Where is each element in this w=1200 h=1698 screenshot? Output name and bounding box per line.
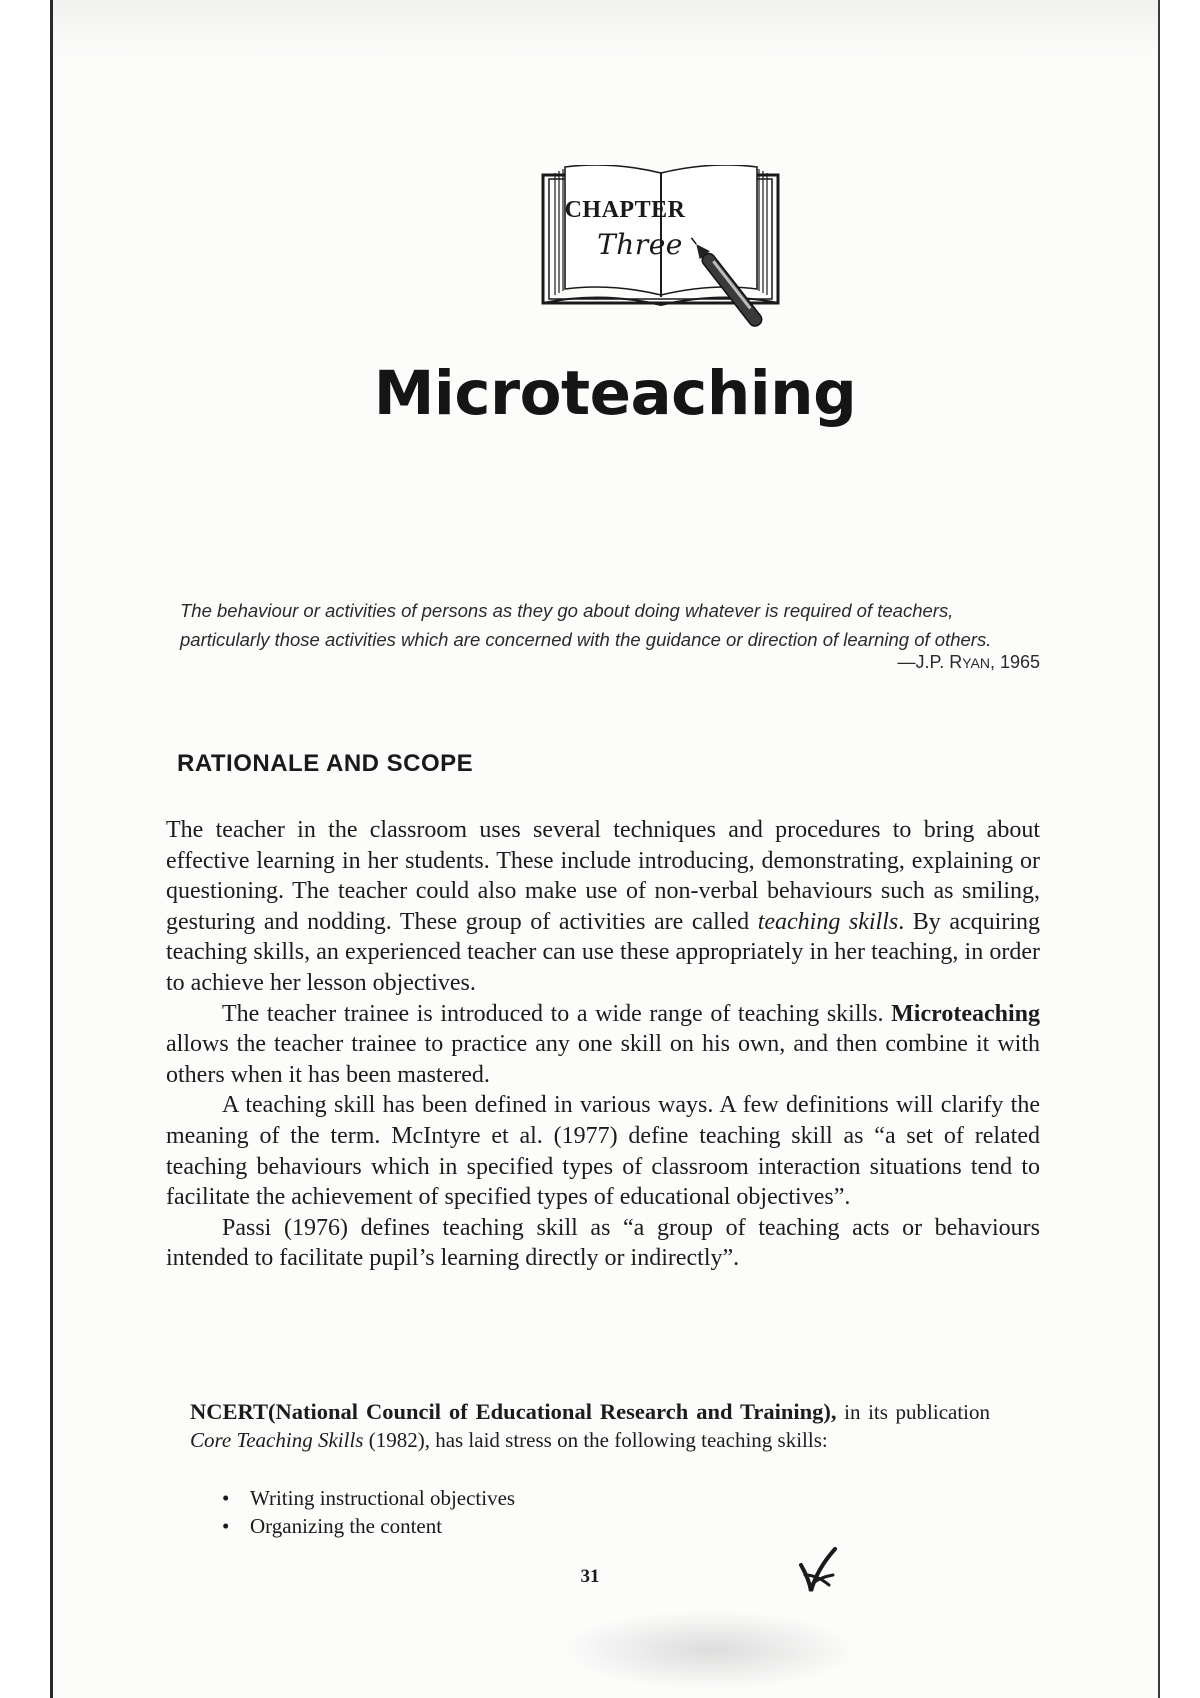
chapter-label: CHAPTER xyxy=(564,197,686,223)
p2-text-a: The teacher trainee is introduced to a wide range of teaching skills. xyxy=(222,1000,892,1027)
bullet-icon: • xyxy=(222,1486,230,1510)
p1-emphasis: teaching skills xyxy=(757,908,899,935)
list-item-text: Writing instructional objectives xyxy=(250,1486,516,1510)
ncert-paragraph xyxy=(190,1398,990,1454)
scan-noise xyxy=(560,1610,860,1690)
attribution-dash: — xyxy=(897,652,916,672)
body-paragraph-3: A teaching skill has been defined in various ways. A few definitions will clarify the meaning of the term. McIntyre et al. (1977) define teaching skill as “a set of related teaching behaviours which in specified types of classroom interaction situations tend to facilitate the achievement of specified types of educational objectives”. xyxy=(166,1092,1040,1211)
p2-strong: Microteaching xyxy=(891,1000,1040,1027)
p1-text-a: The teacher in the classroom uses several techniques and procedures to bring about effective learning in her students. These include introducing, demonstrating, explaining or questioning. The teacher could also make use of non-verbal behaviours such as smiling, gesturing and nodding. These group of activities are called xyxy=(166,817,1040,935)
ncert-text-a: in its publication xyxy=(836,1400,990,1424)
attribution-smallcaps: YAN xyxy=(962,655,990,671)
page-number: 31 xyxy=(580,1566,600,1587)
chapter-number: Three xyxy=(597,228,683,261)
list-item xyxy=(222,1484,515,1512)
handwritten-tick-mark-icon xyxy=(795,1545,843,1597)
list-item xyxy=(222,1512,515,1540)
epigraph-attribution xyxy=(760,652,1040,673)
p1-text-b: . By acquiring teaching skills, an experienced teacher can use these appropriately in her teaching, in order to achieve her lesson objectives. xyxy=(166,908,1040,996)
ncert-publication: Core Teaching Skills xyxy=(190,1428,364,1452)
list-item-text: Organizing the content xyxy=(250,1514,443,1538)
body-paragraph-1 xyxy=(166,815,1040,999)
bullet-icon: • xyxy=(222,1514,230,1538)
epigraph-quote: The behaviour or activities of persons as they go about doing whatever is required of teachers, particularly those activities which are concerned with the guidance or direction of learning of others. xyxy=(180,600,992,650)
chapter-title: Microteaching xyxy=(373,358,857,429)
p2-text-b: allows the teacher trainee to practice any one skill on his own, and then combine it with others when it has been mastered. xyxy=(166,1031,1040,1088)
body-paragraph-4: Passi (1976) defines teaching skill as “a group of teaching acts or behaviours intended to facilitate pupil’s learning directly or indirectly”. xyxy=(166,1214,1040,1272)
attribution-initials: J.P. R xyxy=(915,652,963,672)
body-text xyxy=(166,815,1040,1274)
ncert-bold: NCERT(National Council of Educational Research and Training), xyxy=(190,1399,837,1424)
skills-list xyxy=(222,1484,515,1540)
body-paragraph-2 xyxy=(166,999,1040,1091)
section-heading: RATIONALE AND SCOPE xyxy=(177,750,474,777)
ncert-text-b: (1982), has laid stress on the following teaching skills: xyxy=(363,1428,828,1452)
attribution-year: , 1965 xyxy=(989,652,1040,672)
